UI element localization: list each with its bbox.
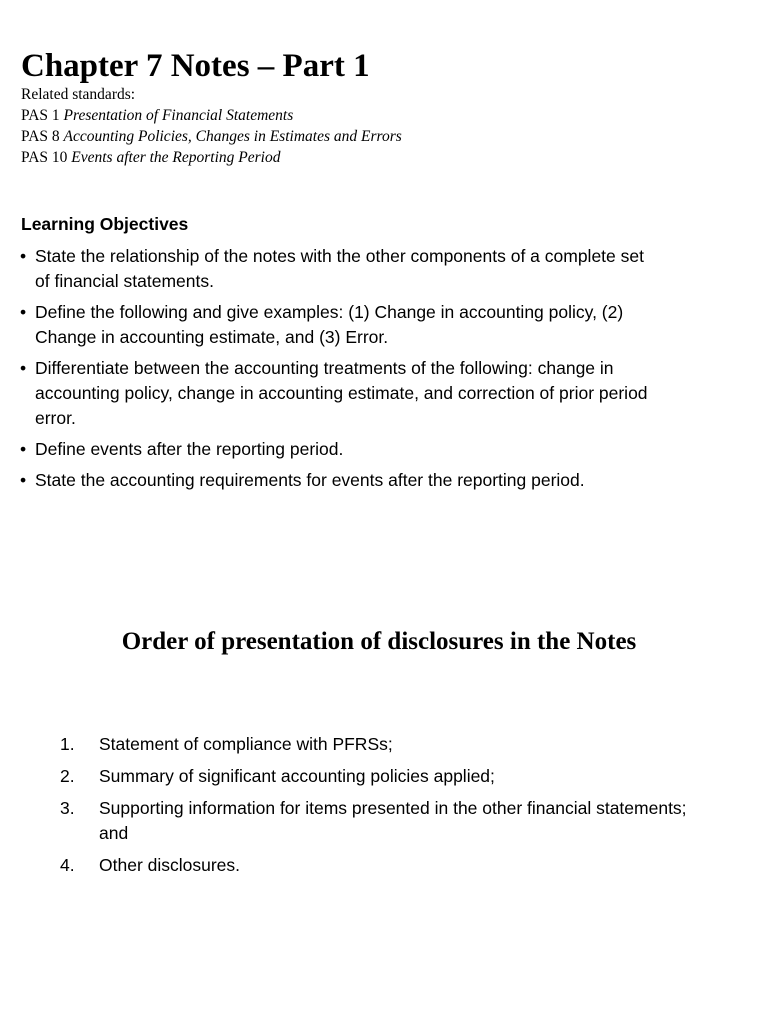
bullet-icon: • [20,470,27,490]
list-item [60,796,710,846]
objective-text: Define the following and give examples: (1) Change in accounting policy, (2) Change in accounting estimate, and (3) Error. [35,302,624,347]
objective-text: State the relationship of the notes with the other components of a complete set of financial statements. [35,246,644,291]
disclosure-order-list [60,732,710,885]
standard-row [21,105,402,126]
list-item [20,437,660,462]
standard-code: PAS 8 [21,128,60,145]
list-item [20,468,660,493]
section-heading: Order of presentation of disclosures in the Notes [121,628,637,655]
standard-code: PAS 10 [21,149,68,166]
objective-text: State the accounting requirements for events after the reporting period. [35,470,585,490]
learning-objectives-heading: Learning Objectives [21,214,189,234]
standard-name: Accounting Policies, Changes in Estimates and Errors [63,128,402,145]
item-text: Statement of compliance with PFRSs; [99,734,393,754]
list-item [20,300,660,350]
item-number: 1. [60,734,75,754]
item-number: 4. [60,855,75,875]
list-item [60,764,710,789]
page-title: Chapter 7 Notes – Part 1 [21,48,370,84]
related-standards [21,84,402,168]
learning-objectives-list [20,244,660,499]
objective-text: Define events after the reporting period. [35,439,344,459]
item-text: Summary of significant accounting policies applied; [99,766,495,786]
bullet-icon: • [20,246,27,266]
objective-text: Differentiate between the accounting treatments of the following: change in accounting policy, change in accounting estimate, and correction of prior period error. [35,358,648,428]
list-item [60,853,710,878]
bullet-icon: • [20,358,27,378]
list-item [20,244,660,294]
item-number: 2. [60,766,75,786]
item-text: Supporting information for items presented in the other financial statements; and [99,798,687,843]
standard-name: Events after the Reporting Period [71,149,281,166]
list-item [20,356,660,431]
standard-code: PAS 1 [21,107,60,124]
standard-row [21,147,402,168]
list-item [60,732,710,757]
standard-row [21,126,402,147]
related-standards-label: Related standards: [21,86,136,103]
bullet-icon: • [20,439,27,459]
standard-name: Presentation of Financial Statements [63,107,294,124]
item-text: Other disclosures. [99,855,241,875]
item-number: 3. [60,798,75,818]
bullet-icon: • [20,302,27,322]
